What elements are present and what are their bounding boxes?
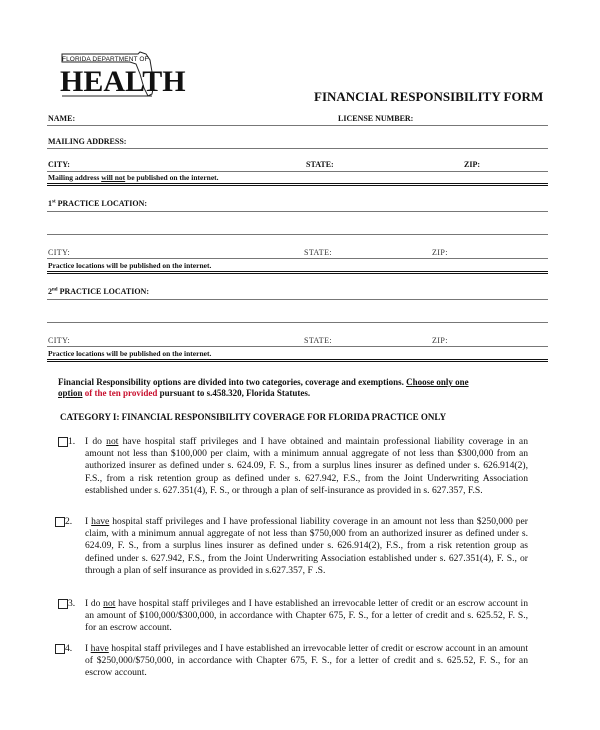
state-label: STATE: [306,160,334,169]
option-3-text: 3. I do not have hospital staff privileges and I have established an irrevocable letter of credit or an escrow account in an amount of $100,000/$300,000, in accordance with Chapter 675, F. S., for a letter of credit and s. 625.52, F. S., for an escrow account. [68,598,528,634]
mailing-address-label: MAILING ADDRESS: [48,137,127,146]
practice2-field-line-2[interactable] [47,322,548,323]
logo-department-text: FLORIDA DEPARTMENT OF [62,56,149,63]
option-1-text: 1. I do not have hospital staff privileges and I have obtained and maintain professional liability coverage in an amount not less than $100,000 per claim, with a minimum annual aggregate of not less than $300,000 from an authorized insurer as defined under s. 624.09, F. S., from a surplus lines insurer as defined under s. 626.914(2), F.S., from a risk retention group as defined under s. 627.942, F.S., from the Joint Underwriting Association established under s. 627.351(4), F. S., or through a plan of self-insurance as provided in s. 627.357, F.S. [68,436,528,496]
intro-text: Financial Responsibility options are divided into two categories, coverage and exemptions. Choose only one option of the ten provided pursuant to s.458.320, Florida Statutes. [58,377,469,398]
name-field-line[interactable] [47,125,548,126]
license-label: LICENSE NUMBER: [338,114,414,123]
option-2-checkbox[interactable] [55,517,65,527]
logo-health-text: HEALTH [60,65,186,98]
section-divider-3 [47,359,548,362]
city-field-line[interactable] [47,171,548,172]
section-divider-2 [47,271,548,274]
zip-label: ZIP: [464,160,480,169]
practice2-label: 2nd PRACTICE LOCATION: [48,287,149,296]
practice2-note: Practice locations will be published on the internet. [48,349,212,358]
city-label: CITY: [48,160,70,169]
zip3-label: ZIP: [432,336,448,345]
city2-label: CITY: [48,248,71,257]
form-title: FINANCIAL RESPONSIBILITY FORM [314,89,544,104]
city3-label: CITY: [48,336,71,345]
practice1-note: Practice locations will be published on the internet. [48,261,212,270]
mailing-note: Mailing address will not be published on the internet. [48,173,219,182]
name-label: NAME: [48,114,76,123]
zip2-label: ZIP: [432,248,448,257]
option-2-text: 2. I have hospital staff privileges and I have professional liability coverage in an amount not less than $250,000 per claim, with a minimum annual aggregate of not less than $750,000 from an authorized insurer as defined under s. 624.09, F. S., from a surplus lines insurer as defined under s. 626.914(2), F.S., from a risk retention group as defined under s. 627.942, F.S., from the Joint Underwriting Association established under s. 627.351(4), F. S., or through a plan of self insurance as provided in s.627.357, F .S. [65,516,529,576]
practice1-label: 1st PRACTICE LOCATION: [48,199,148,208]
practice2-field-line[interactable] [47,299,548,300]
category-heading: CATEGORY I: FINANCIAL RESPONSIBILITY COVERAGE FOR FLORIDA PRACTICE ONLY [60,412,447,422]
city3-field-line[interactable] [47,346,548,347]
practice1-field-line-2[interactable] [47,234,548,235]
option-3-checkbox[interactable] [58,599,68,609]
state2-label: STATE: [304,248,332,257]
option-4-checkbox[interactable] [55,644,65,654]
option-1-checkbox[interactable] [58,437,68,447]
city2-field-line[interactable] [47,258,548,259]
section-divider [47,183,548,186]
state3-label: STATE: [304,336,332,345]
mailing-address-field-line[interactable] [47,148,548,149]
option-4-text: 4. I have hospital staff privileges and I have established an irrevocable letter of credit or escrow account in an amount of $250,000/$750,000, in accordance with Chapter 675, F. S., for a letter of credit and s. 625.52, F. S., for an escrow account. [65,643,529,679]
practice1-field-line[interactable] [47,211,548,212]
